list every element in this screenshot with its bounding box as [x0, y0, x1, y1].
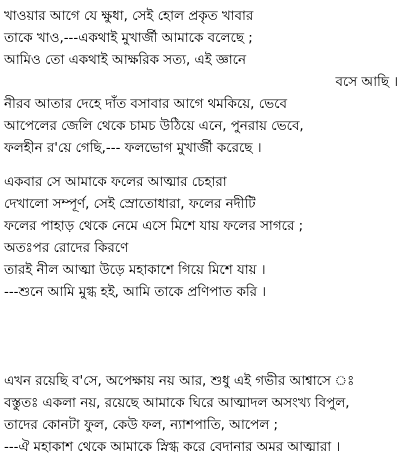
- poem-line: তাদের কোনটা ফুল, কেউ ফল, ন্যাশপাতি, আপেল ;: [4, 418, 279, 433]
- poem-line: তাকে খাও,---একথাই মুখার্জী আমাকে বলেছে ;: [4, 31, 253, 46]
- poem-line: আমিও তো একথাই আক্ষরিক সত্য, এই জ্ঞানে: [4, 53, 247, 68]
- poem-line: ---শুনে আমি মুগ্ধ হই, আমি তাকে প্রণিপাত করি ।: [4, 285, 267, 300]
- poem-stanza-3: [0, 371, 418, 459]
- poem-line: এখন রয়েছি ব'সে, অপেক্ষায় নয় আর, শুধু এই গভীর আশ্বাসে ঃ: [4, 374, 355, 389]
- poem-line: অতঃপর রোদের কিরণে: [4, 241, 129, 256]
- poem-line: বস্তুতঃ একলা নয়, রয়েছে আমাকে ঘিরে আত্মাদল অসংখ্য বিপুল,: [4, 396, 350, 411]
- poem-line: তারই নীল আত্মা উড়ে মহাকাশে গিয়ে মিশে যায় ।: [4, 263, 266, 278]
- poem-line: একবার সে আমাকে ফলের আত্মার চেহারা: [4, 175, 227, 190]
- poem-stanza-2: [0, 172, 418, 304]
- poem-line: খাওয়ার আগে যে ক্ষুধা, সেই হোল প্রকৃত খাবার: [4, 9, 254, 24]
- poem-line: ফলহীন র'য়ে গেছি,--- ফলভোগ মুখার্জী করেছে ।: [4, 141, 262, 156]
- poem-stanza-1: [0, 6, 418, 160]
- poem-line-right: বসে আছি ।: [335, 75, 398, 90]
- poem-line: নীরব আতার দেহে দাঁত বসাবার আগে থমকিয়ে, ভেবে: [4, 97, 287, 112]
- poem-line: দেখালো সম্পূর্ণ, সেই স্রোতোধারা, ফলের নদীটি: [4, 197, 256, 212]
- poem-line: আপেলের জেলি থেকে চামচ উঠিয়ে এনে, পুনরায় ভেবে,: [4, 119, 304, 134]
- poem-line: ---ঐ মহাকাশ থেকে আমাকে স্নিগ্ধ করে বেদানার অমর আত্মারা ।: [4, 440, 341, 455]
- poem-line: ফলের পাহাড় থেকে নেমে এসে মিশে যায় ফলের সাগরে ;: [4, 219, 304, 234]
